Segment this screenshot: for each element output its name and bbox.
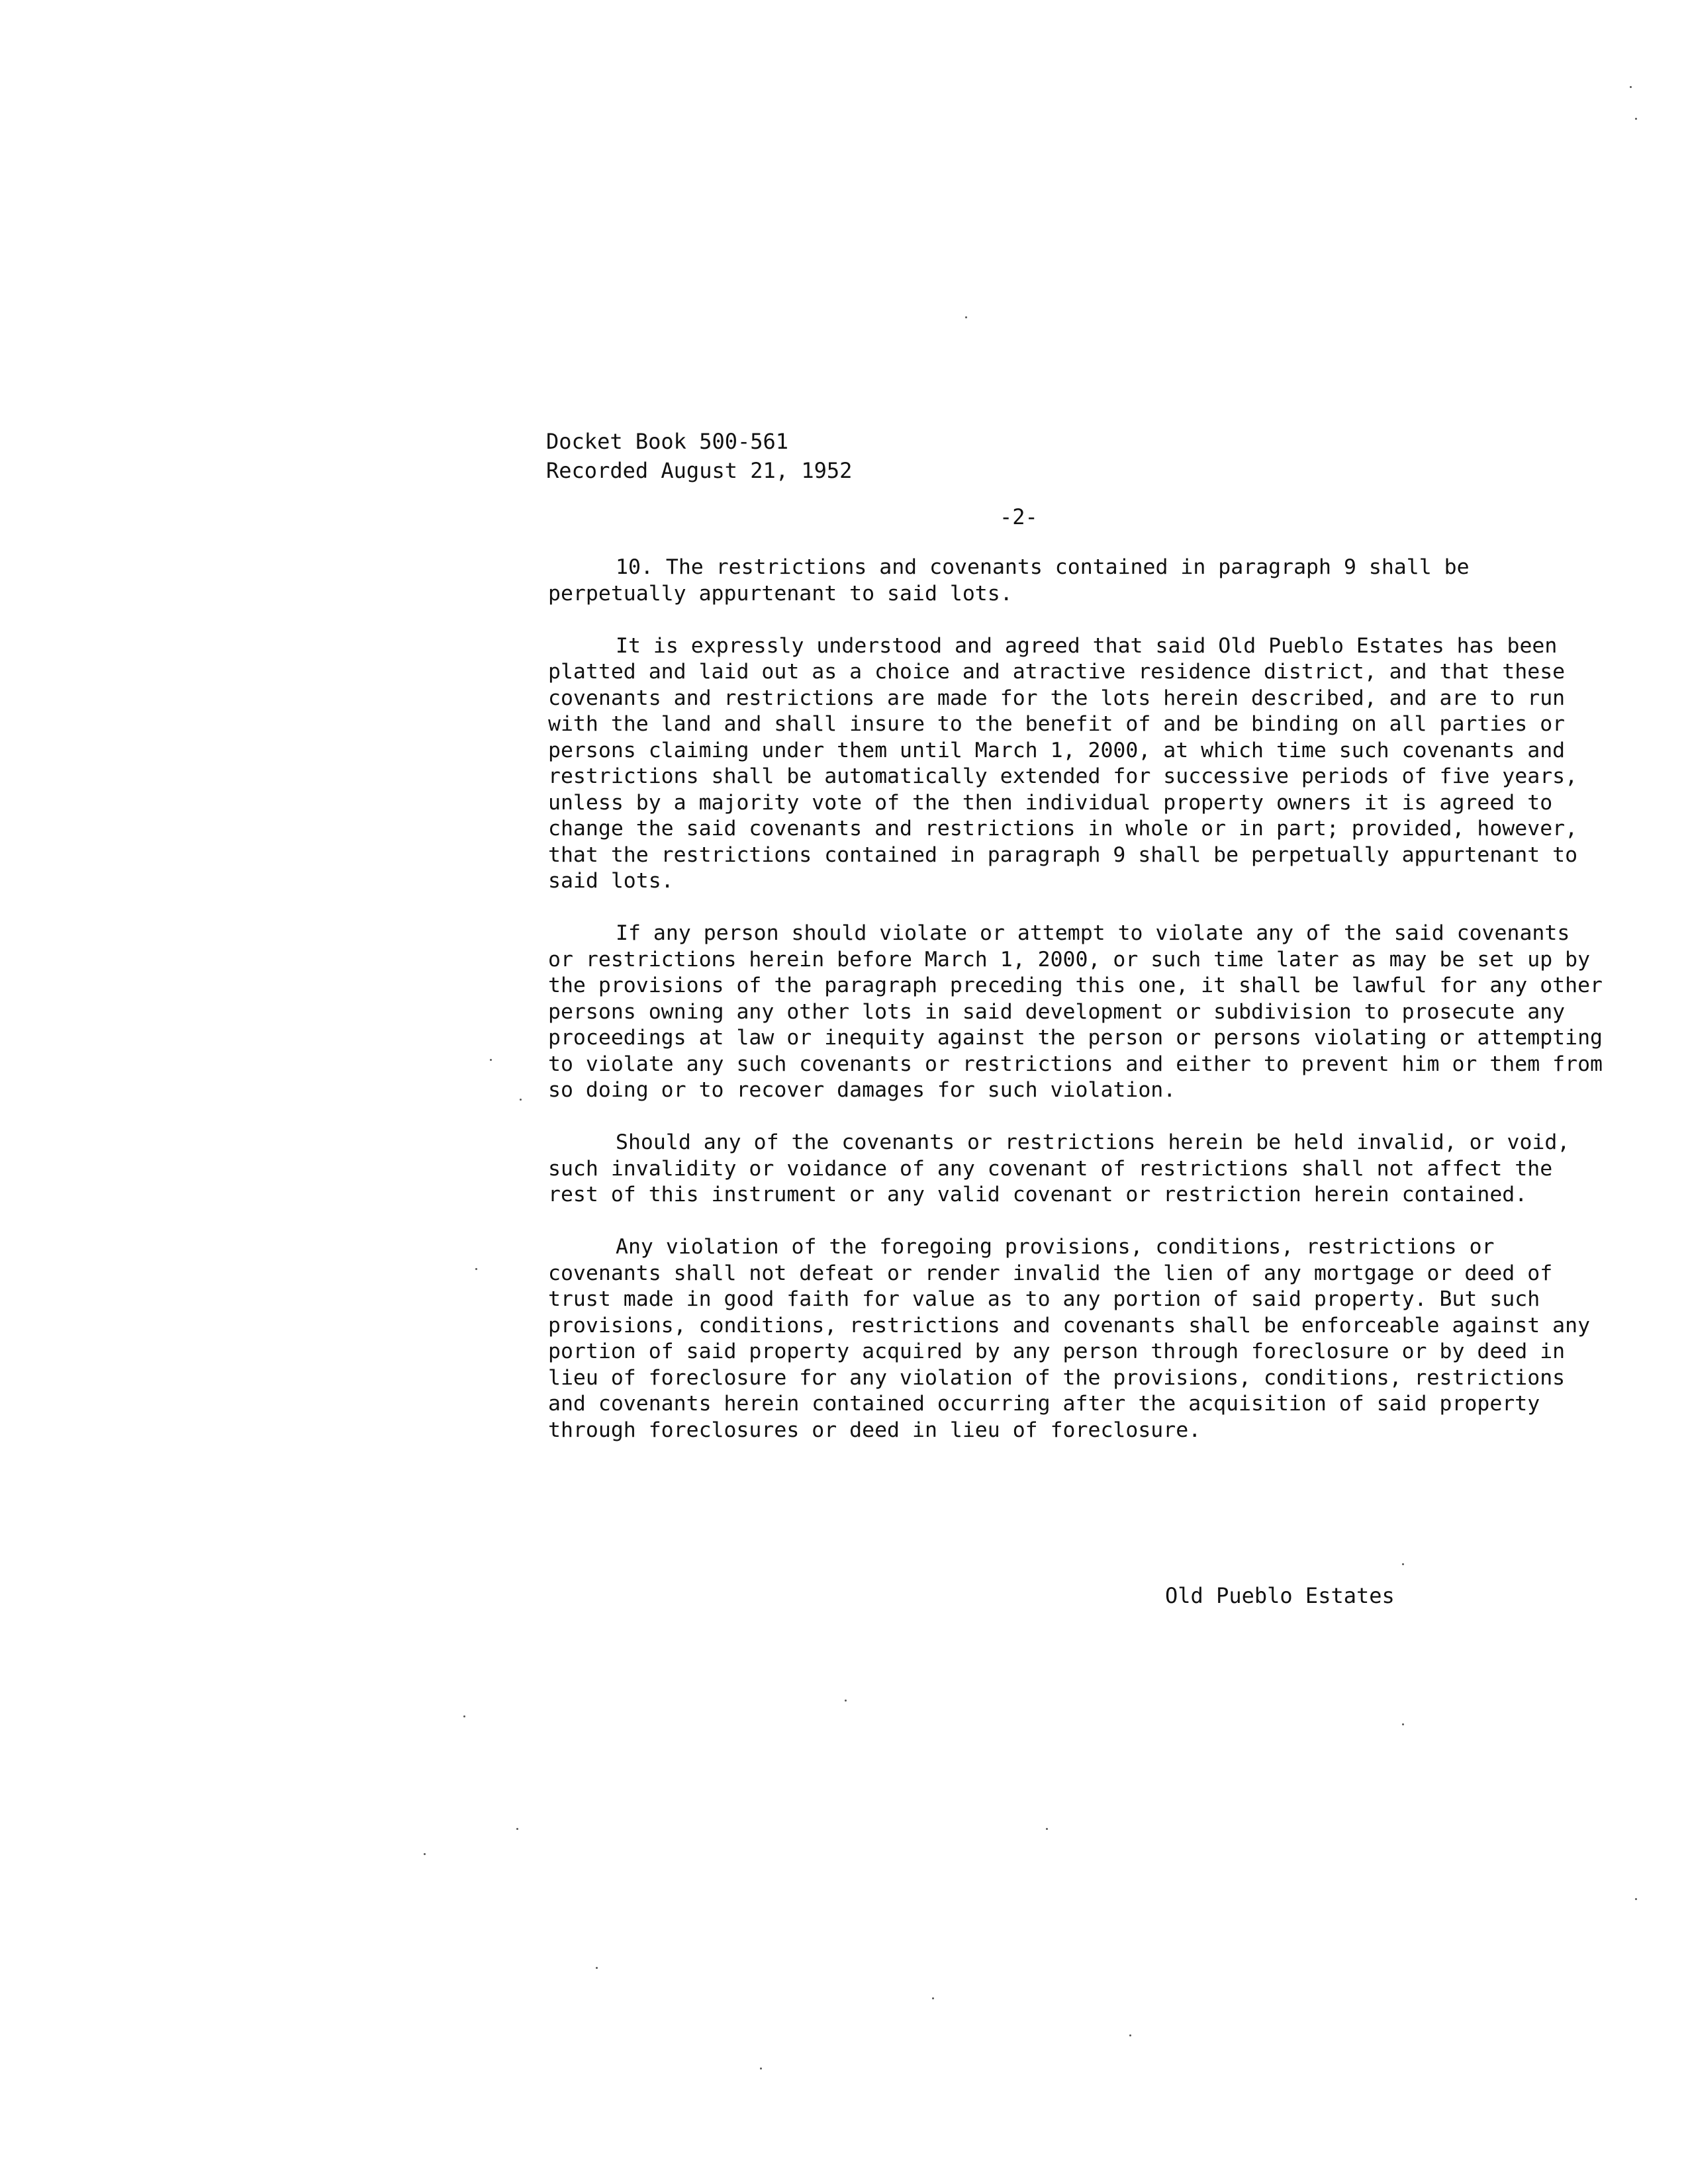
scan-speck	[520, 1099, 522, 1101]
scan-speck	[490, 1059, 492, 1061]
scan-speck	[1402, 1563, 1404, 1565]
paragraph-mortgage: Any violation of the foregoing provisions, conditions, restrictions or covenants shall not defeat or render invalid the lien of any mortgage or deed of trust made in good faith for value as to any portion of said property. But such provisions, conditions, restrictions and covenants shall be enforceable against any portion of said property acquired by any person through foreclosure or by deed in lieu of foreclosure for any violation of the provisions, conditions, restrictions and covenants herein contained occurring after the acquisition of said property through foreclosures or deed in lieu of foreclosure.	[548, 1235, 1591, 1442]
signature-line: Old Pueblo Estates	[1165, 1583, 1395, 1608]
document-body	[548, 555, 1607, 1470]
scan-speck	[932, 1997, 934, 1999]
scan-speck	[760, 2068, 762, 2070]
scan-speck	[475, 1268, 477, 1270]
paragraph-term: It is expressly understood and agreed that said Old Pueblo Estates has been platted and laid out as a choice and atractive residence district, and that these covenants and restrictions are made for the lots herein described, and are to run with the land and shall insure to the benefit of and be binding on all parties or persons claiming under them until March 1, 2000, at which time such covenants and restrictions shall be automatically extended for successive periods of five years, unless by a majority vote of the then individual property owners it is agreed to change the said covenants and restrictions in whole or in part; provided, however, that the restrictions contained in paragraph 9 shall be perpetually appurtenant to said lots.	[548, 633, 1578, 893]
scan-speck	[1129, 2034, 1131, 2036]
page-number: -2-	[1000, 504, 1038, 529]
recorded-line: Recorded August 21, 1952	[546, 458, 853, 483]
scan-speck	[1635, 1898, 1637, 1900]
docket-line: Docket Book 500-561	[546, 429, 789, 454]
scan-speck	[1046, 1828, 1048, 1830]
scan-speck	[516, 1828, 518, 1830]
scan-speck	[463, 1715, 465, 1717]
scan-speck	[596, 1967, 598, 1969]
scan-speck	[424, 1853, 426, 1855]
scan-speck	[1635, 118, 1637, 120]
scan-speck	[1402, 1723, 1404, 1725]
document-header	[546, 427, 852, 485]
paragraph-severability: Should any of the covenants or restrictions herein be held invalid, or void, such invalidity or voidance of any covenant of restrictions shall not affect the rest of this instrument or any valid covenant or restriction herein contained.	[548, 1130, 1570, 1206]
scan-speck	[845, 1700, 847, 1702]
scan-speck	[1630, 86, 1632, 88]
paragraph-enforcement: If any person should violate or attempt to violate any of the said covenants or restrictions herein before March 1, 2000, or such time later as may be set up by the provisions of the paragraph preceding this one, it shall be lawful for any other persons owning any other lots in said development or subdivision to prosecute any proceedings at law or inequity against the person or persons violating or attempting to violate any such covenants or restrictions and either to prevent him or them from so doing or to recover damages for such violation.	[548, 921, 1603, 1102]
paragraph-10: 10. The restrictions and covenants contained in paragraph 9 shall be perpetually appurtenant to said lots.	[548, 555, 1470, 606]
scan-speck	[965, 316, 967, 318]
